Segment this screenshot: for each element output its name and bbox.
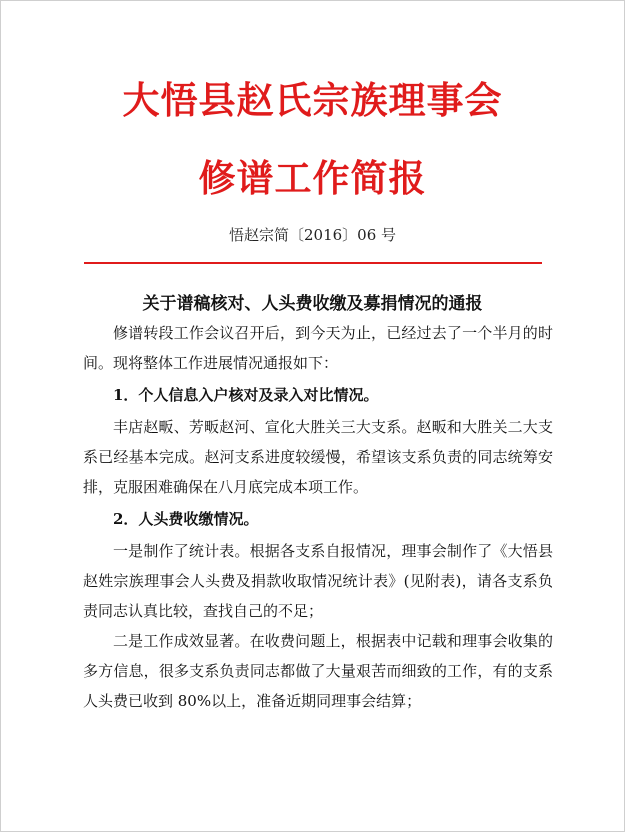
notice-heading: 关于谱稿核对、人头费收缴及募捐情况的通报 [142,294,483,314]
section-1-heading: 1．个人信息入户核对及录入对比情况。 [113,386,379,404]
issue-number: 悟赵宗简〔2016〕06 号 [228,226,397,244]
section-1-paragraph: 丰店赵畈、芳畈赵河、宣化大胜关三大支系。赵畈和大胜关二大支系已经基本完成。赵河支系进度较缓慢，希望该支系负责的同志统筹安排，克服困难确保在八月底完成本项工作。 [83,418,553,496]
section-2-paragraph-2: 二是工作成效显著。在收费问题上，根据表中记载和理事会收集的多方信息，很多支系负责同志都做了大量艰苦而细致的工作，有的支系人头费已收到 80%以上，准备近期同理事会结算； [83,632,553,710]
masthead-title-line-1: 大悟县赵氏宗族理事会 [122,78,503,122]
masthead-title-line-2: 修谱工作简报 [198,156,427,200]
section-2-heading: 2．人头费收缴情况。 [113,510,259,528]
red-divider-rule [84,262,542,264]
section-2-paragraph-1: 一是制作了统计表。根据各支系自报情况，理事会制作了《大悟县赵姓宗族理事会人头费及捐款收取情况统计表》(见附表)，请各支系负责同志认真比较，查找自己的不足； [83,542,553,620]
notice-body [83,318,553,716]
intro-paragraph: 修谱转段工作会议召开后，到今天为止，已经过去了一个半月的时间。现将整体工作进展情况通报如下： [83,324,553,372]
